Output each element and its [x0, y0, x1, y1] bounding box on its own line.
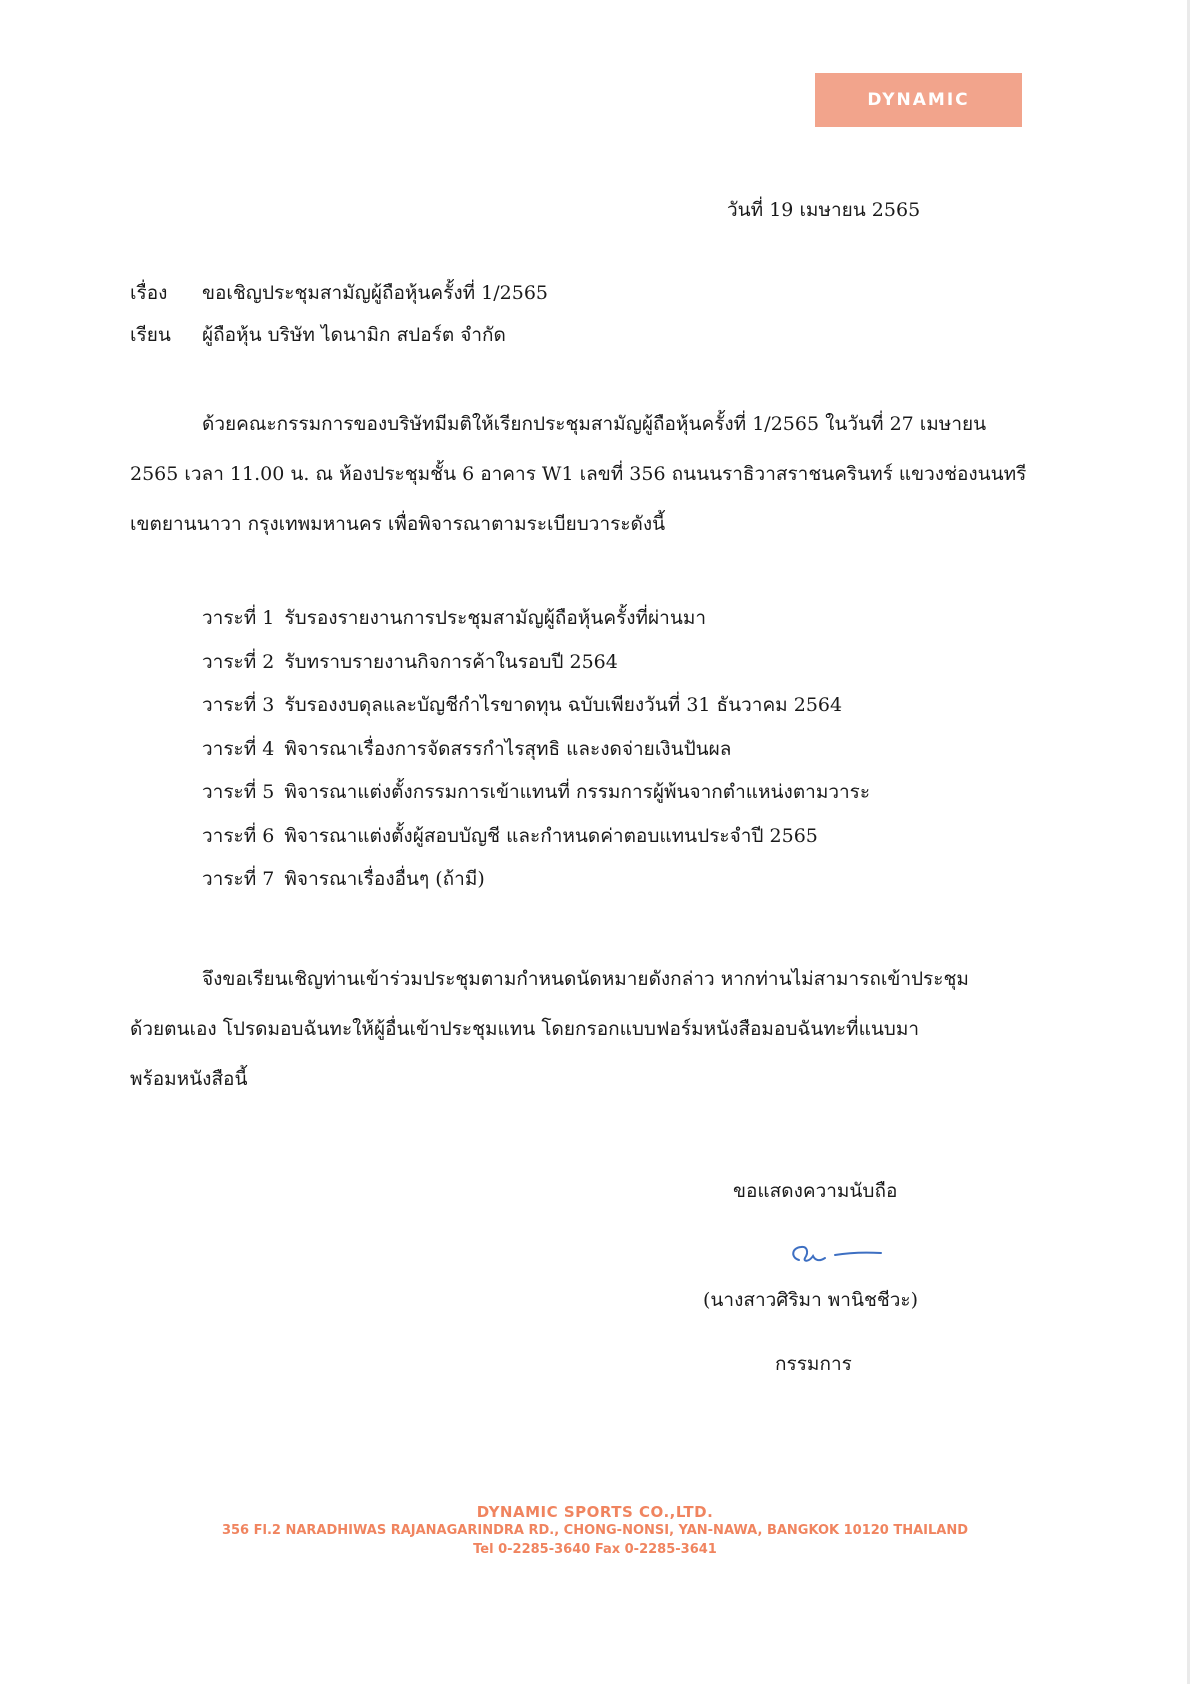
agenda-item — [202, 737, 870, 781]
agenda-number: วาระที่ 5 — [202, 781, 275, 803]
footer-company: DYNAMIC SPORTS CO.,LTD. — [476, 1503, 714, 1521]
agenda-text: รับรองรายงานการประชุมสามัญผู้ถือหุ้นครั้งที่ผ่านมา — [284, 607, 707, 629]
agenda-text: พิจารณาเรื่องการจัดสรรกำไรสุทธิ และงดจ่ายเงินปันผล — [284, 737, 732, 760]
handwritten-signature — [785, 1236, 885, 1272]
subject-label: เรื่อง — [130, 282, 168, 304]
subject-value: ขอเชิญประชุมสามัญผู้ถือหุ้นครั้งที่ 1/2565 — [202, 282, 549, 304]
paragraph2-line3: พร้อมหนังสือนี้ — [130, 1068, 248, 1090]
agenda-number: วาระที่ 3 — [202, 694, 275, 716]
agenda-text: พิจารณาแต่งตั้งผู้สอบบัญชี และกำหนดค่าตอบแทนประจำปี 2565 — [284, 824, 818, 847]
recipient-value: ผู้ถือหุ้น บริษัท ไดนามิก สปอร์ต จำกัด — [202, 324, 506, 346]
agenda-item — [202, 780, 870, 824]
agenda-item — [202, 824, 870, 868]
agenda-text: พิจารณาเรื่องอื่นๆ (ถ้ามี) — [284, 868, 485, 890]
footer-contact: Tel 0-2285-3640 Fax 0-2285-3641 — [473, 1542, 717, 1557]
recipient-label: เรียน — [130, 324, 171, 346]
paragraph2-line2: ด้วยตนเอง โปรดมอบฉันทะให้ผู้อื่นเข้าประชุมแทน โดยกรอกแบบฟอร์มหนังสือมอบฉันทะที่แนบมา — [130, 1018, 920, 1040]
agenda-number: วาระที่ 2 — [202, 650, 275, 673]
agenda-item — [202, 650, 870, 694]
agenda-number: วาระที่ 4 — [202, 737, 275, 760]
letter-date: วันที่ 19 เมษายน 2565 — [727, 199, 921, 221]
paragraph1-line2: 2565 เวลา 11.00 น. ณ ห้องประชุมชั้น 6 อาคาร W1 เลขที่ 356 ถนนนราธิวาสราชนครินทร์ แขวงช่องนนทรี — [130, 463, 1027, 485]
agenda-text: พิจารณาแต่งตั้งกรรมการเข้าแทนที่ กรรมการผู้พ้นจากตำแหน่งตามวาระ — [284, 781, 871, 803]
paragraph1-line1: ด้วยคณะกรรมการของบริษัทมีมติให้เรียกประชุมสามัญผู้ถือหุ้นครั้งที่ 1/2565 ในวันที่ 27 เมษายน — [202, 413, 987, 435]
closing-phrase: ขอแสดงความนับถือ — [733, 1180, 898, 1202]
agenda-item — [202, 606, 870, 650]
footer-address: 356 Fl.2 NARADHIWAS RAJANAGARINDRA RD., CHONG-NONSI, YAN-NAWA, BANGKOK 10120 THAILAND — [221, 1523, 969, 1538]
agenda-list — [202, 606, 870, 911]
agenda-text: รับทราบรายงานกิจการค้าในรอบปี 2564 — [284, 650, 618, 673]
agenda-number: วาระที่ 6 — [202, 824, 275, 847]
agenda-number: วาระที่ 1 — [202, 607, 275, 629]
agenda-text: รับรองงบดุลและบัญชีกำไรขาดทุน ฉบับเพียงวันที่ 31 ธันวาคม 2564 — [284, 694, 843, 716]
paragraph1-line3: เขตยานนาวา กรุงเทพมหานคร เพื่อพิจารณาตามระเบียบวาระดังนี้ — [130, 513, 666, 535]
logo-text: DYNAMIC — [867, 90, 970, 110]
company-logo — [815, 73, 1022, 127]
signatory-name: (นางสาวศิริมา พานิชชีวะ) — [703, 1289, 919, 1311]
agenda-item — [202, 693, 870, 737]
paragraph2-line1: จึงขอเรียนเชิญท่านเข้าร่วมประชุมตามกำหนดนัดหมายดังกล่าว หากท่านไม่สามารถเข้าประชุม — [202, 968, 969, 990]
agenda-item — [202, 867, 870, 911]
agenda-number: วาระที่ 7 — [202, 868, 275, 890]
signatory-position: กรรมการ — [775, 1353, 852, 1375]
